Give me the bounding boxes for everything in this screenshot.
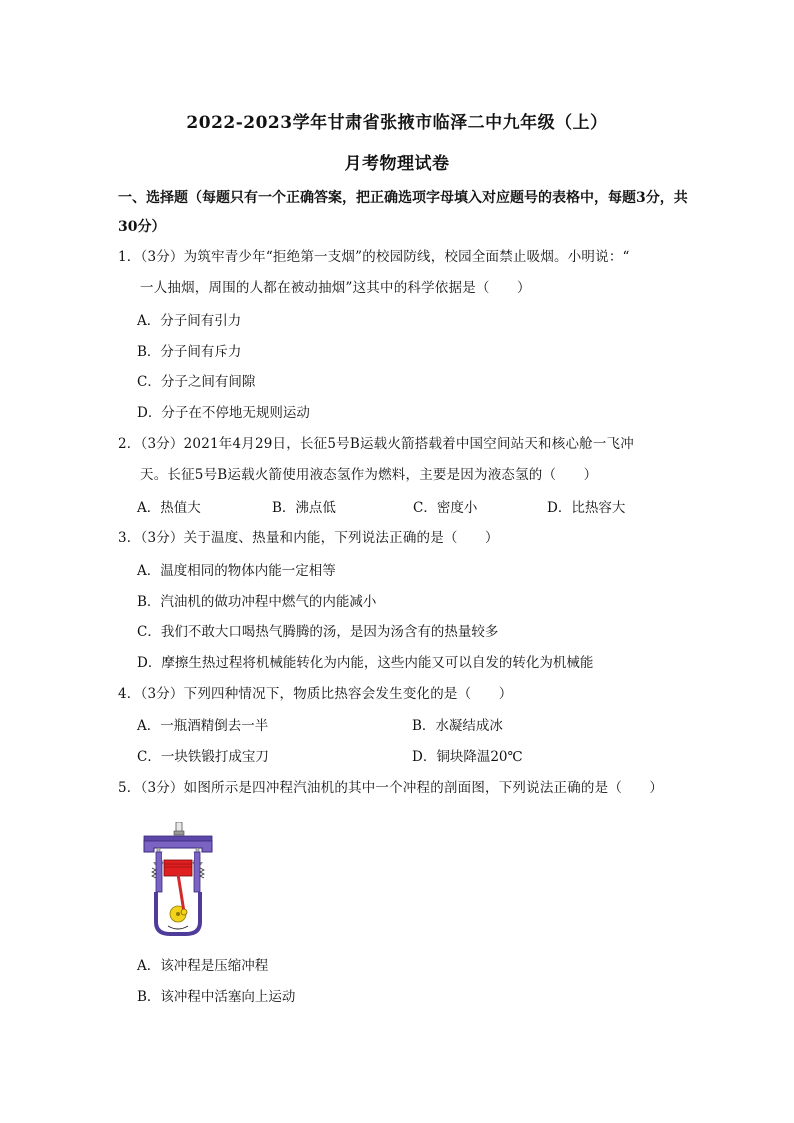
- question-3-option-b: B．汽油机的做功冲程中燃气的内能减小: [137, 594, 377, 610]
- exam-title-line1: 2022-2023学年甘肃省张掖市临泽二中九年级（上）: [186, 113, 608, 133]
- question-3-stem: 3．（3分）关于温度、热量和内能，下列说法正确的是（ ）: [118, 530, 499, 546]
- question-5-option-b: B．该冲程中活塞向上运动: [137, 989, 296, 1005]
- question-1-stem-line2: 一人抽烟，周围的人都在被动抽烟”这其中的科学依据是（ ）: [140, 280, 531, 296]
- question-5-option-a: A．该冲程是压缩冲程: [137, 958, 269, 974]
- question-5-stem: 5．（3分）如图所示是四冲程汽油机的其中一个冲程的剖面图，下列说法正确的是（ ）: [118, 780, 664, 796]
- question-2-option-c: C．密度小: [413, 500, 478, 516]
- section-heading: 一、选择题（每题只有一个正确答案，把正确选项字母填入对应题号的表格中，每题3分，共30分）: [118, 190, 688, 235]
- engine-cross-section-icon: [138, 822, 218, 938]
- question-4-option-b: B．水凝结成冰: [412, 718, 503, 734]
- question-1-stem-line1: 1．（3分）为筑牢青少年“拒绝第一支烟”的校园防线，校园全面禁止吸烟。小明说：“: [118, 249, 630, 265]
- question-2-option-d: D．比热容大: [547, 500, 626, 516]
- question-3-option-a: A．温度相同的物体内能一定相等: [137, 563, 336, 579]
- question-2-stem-line2: 天。长征5号B运载火箭使用液态氢作为燃料，主要是因为液态氢的（ ）: [140, 467, 598, 483]
- question-1-option-c: C．分子之间有间隙: [137, 374, 256, 390]
- question-2-stem-line1: 2．（3分）2021年4月29日，长征5号B运载火箭搭载着中国空间站天和核心舱一飞冲: [118, 436, 634, 452]
- question-4-stem: 4．（3分）下列四种情况下，物质比热容会发生变化的是（ ）: [118, 686, 513, 702]
- exam-title-line2: 月考物理试卷: [344, 154, 450, 174]
- question-1-option-d: D．分子在不停地无规则运动: [137, 405, 310, 421]
- question-2-option-b: B．沸点低: [272, 500, 336, 516]
- question-4-option-d: D．铜块降温20℃: [412, 749, 523, 765]
- question-1-option-a: A．分子间有引力: [137, 313, 242, 329]
- question-1-option-b: B．分子间有斥力: [137, 344, 242, 360]
- question-3-option-d: D．摩擦生热过程将机械能转化为内能，这些内能又可以自发的转化为机械能: [137, 655, 594, 671]
- question-4-option-a: A．一瓶酒精倒去一半: [137, 718, 269, 734]
- question-4-option-c: C．一块铁锻打成宝刀: [137, 749, 269, 765]
- question-2-option-a: A．热值大: [137, 500, 201, 516]
- question-3-option-c: C．我们不敢大口喝热气腾腾的汤，是因为汤含有的热量较多: [137, 624, 499, 640]
